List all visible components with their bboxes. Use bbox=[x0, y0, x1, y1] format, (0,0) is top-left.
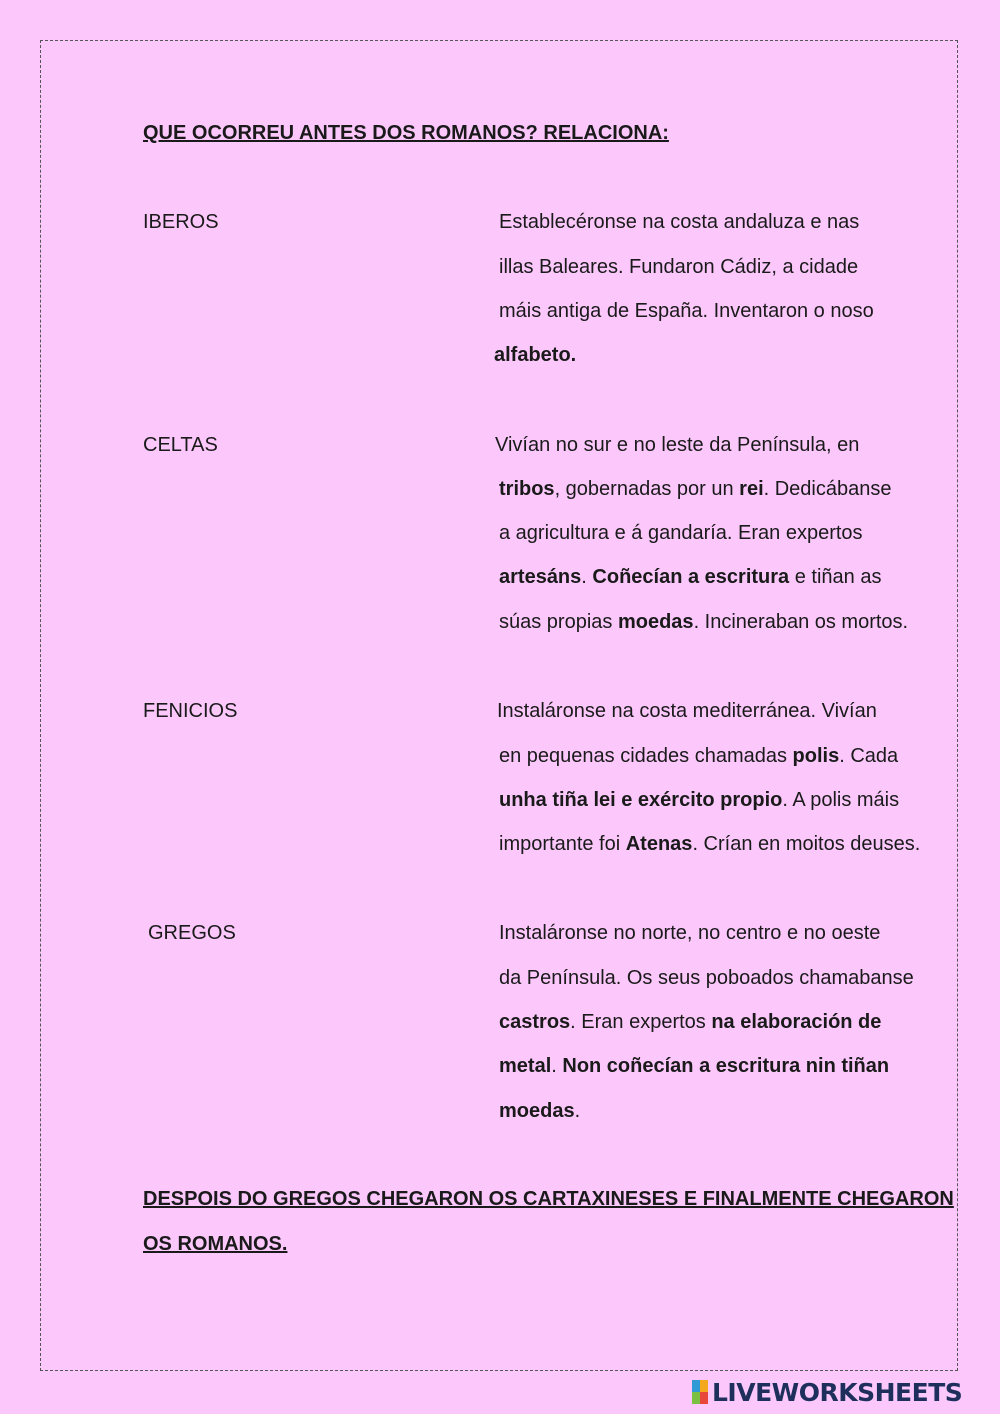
description-line bbox=[494, 344, 576, 367]
brand-text: LIVEWORKSHEETS bbox=[712, 1377, 963, 1407]
text-segment: da Península. Os seus poboados chamabanse bbox=[499, 967, 914, 989]
liveworksheets-logo-icon bbox=[692, 1380, 708, 1404]
bold-text: alfabeto. bbox=[494, 344, 577, 366]
text-segment: . bbox=[581, 566, 593, 588]
bold-text: moedas bbox=[617, 611, 694, 633]
text-segment: importante foi bbox=[499, 833, 626, 855]
text-segment: . bbox=[551, 1055, 563, 1077]
text-segment: . bbox=[574, 1100, 581, 1122]
bold-text: tribos bbox=[499, 478, 555, 500]
text-segment: a agricultura e á gandaría. Eran expertos bbox=[499, 522, 863, 544]
text-segment: . A polis máis bbox=[782, 789, 900, 811]
description-line bbox=[499, 1100, 580, 1123]
description-line bbox=[499, 1011, 881, 1034]
bold-text: unha tiña lei e exército propio bbox=[499, 789, 783, 811]
text-segment: Establecéronse na costa andaluza e nas bbox=[499, 211, 860, 233]
people-name-gregos: GREGOS bbox=[148, 922, 236, 944]
description-line bbox=[499, 745, 898, 768]
worksheet-title: QUE OCORREU ANTES DOS ROMANOS? RELACIONA: bbox=[143, 122, 669, 144]
text-segment: en pequenas cidades chamadas bbox=[499, 745, 793, 767]
text-segment: . Eran expertos bbox=[570, 1011, 712, 1033]
description-line bbox=[499, 211, 859, 234]
text-segment: illas Baleares. Fundaron Cádiz, a cidade bbox=[499, 256, 859, 278]
footer-line-2: OS ROMANOS. bbox=[143, 1233, 288, 1255]
bold-text: Non coñecían a escritura nin tiñan bbox=[562, 1055, 890, 1077]
footer-line-1: DESPOIS DO GREGOS CHEGARON OS CARTAXINESES E FINALMENTE CHEGARON bbox=[143, 1188, 954, 1210]
description-line bbox=[499, 566, 881, 589]
liveworksheets-brand bbox=[692, 1378, 962, 1406]
people-name-fenicios: FENICIOS bbox=[143, 700, 238, 722]
description-line bbox=[499, 833, 920, 856]
bold-text: castros bbox=[499, 1011, 571, 1033]
bold-text: polis bbox=[792, 745, 840, 767]
text-segment: Vivían no sur e no leste da Península, en bbox=[495, 434, 860, 456]
text-segment: súas propias bbox=[499, 611, 618, 633]
description-line bbox=[499, 611, 908, 634]
bold-text: rei bbox=[739, 478, 764, 500]
text-segment: Instaláronse no norte, no centro e no oeste bbox=[499, 922, 881, 944]
description-line bbox=[499, 789, 899, 812]
text-segment: Instaláronse na costa mediterránea. Vivían bbox=[497, 700, 877, 722]
description-line bbox=[499, 522, 863, 545]
people-name-celtas: CELTAS bbox=[143, 434, 218, 456]
bold-text: artesáns bbox=[499, 566, 582, 588]
text-segment: e tiñan as bbox=[789, 566, 882, 588]
bold-text: Coñecían a escritura bbox=[592, 566, 790, 588]
description-line bbox=[497, 700, 877, 723]
description-line bbox=[495, 434, 859, 457]
description-line bbox=[499, 478, 892, 501]
text-segment: . Incineraban os mortos. bbox=[693, 611, 909, 633]
description-line bbox=[499, 922, 880, 945]
description-line bbox=[499, 1055, 889, 1078]
bold-text: na elaboración de bbox=[711, 1011, 882, 1033]
text-segment: . Cada bbox=[839, 745, 899, 767]
bold-text: Atenas bbox=[625, 833, 693, 855]
description-line bbox=[499, 256, 858, 279]
description-line bbox=[499, 967, 914, 990]
people-name-iberos: IBEROS bbox=[143, 211, 219, 233]
text-segment: máis antiga de España. Inventaron o noso bbox=[499, 300, 874, 322]
bold-text: moedas bbox=[499, 1100, 575, 1122]
description-line bbox=[499, 300, 874, 323]
bold-text: metal bbox=[499, 1055, 552, 1077]
text-segment: . Crían en moitos deuses. bbox=[692, 833, 921, 855]
text-segment: . Dedicábanse bbox=[763, 478, 892, 500]
text-segment: , gobernadas por un bbox=[554, 478, 740, 500]
